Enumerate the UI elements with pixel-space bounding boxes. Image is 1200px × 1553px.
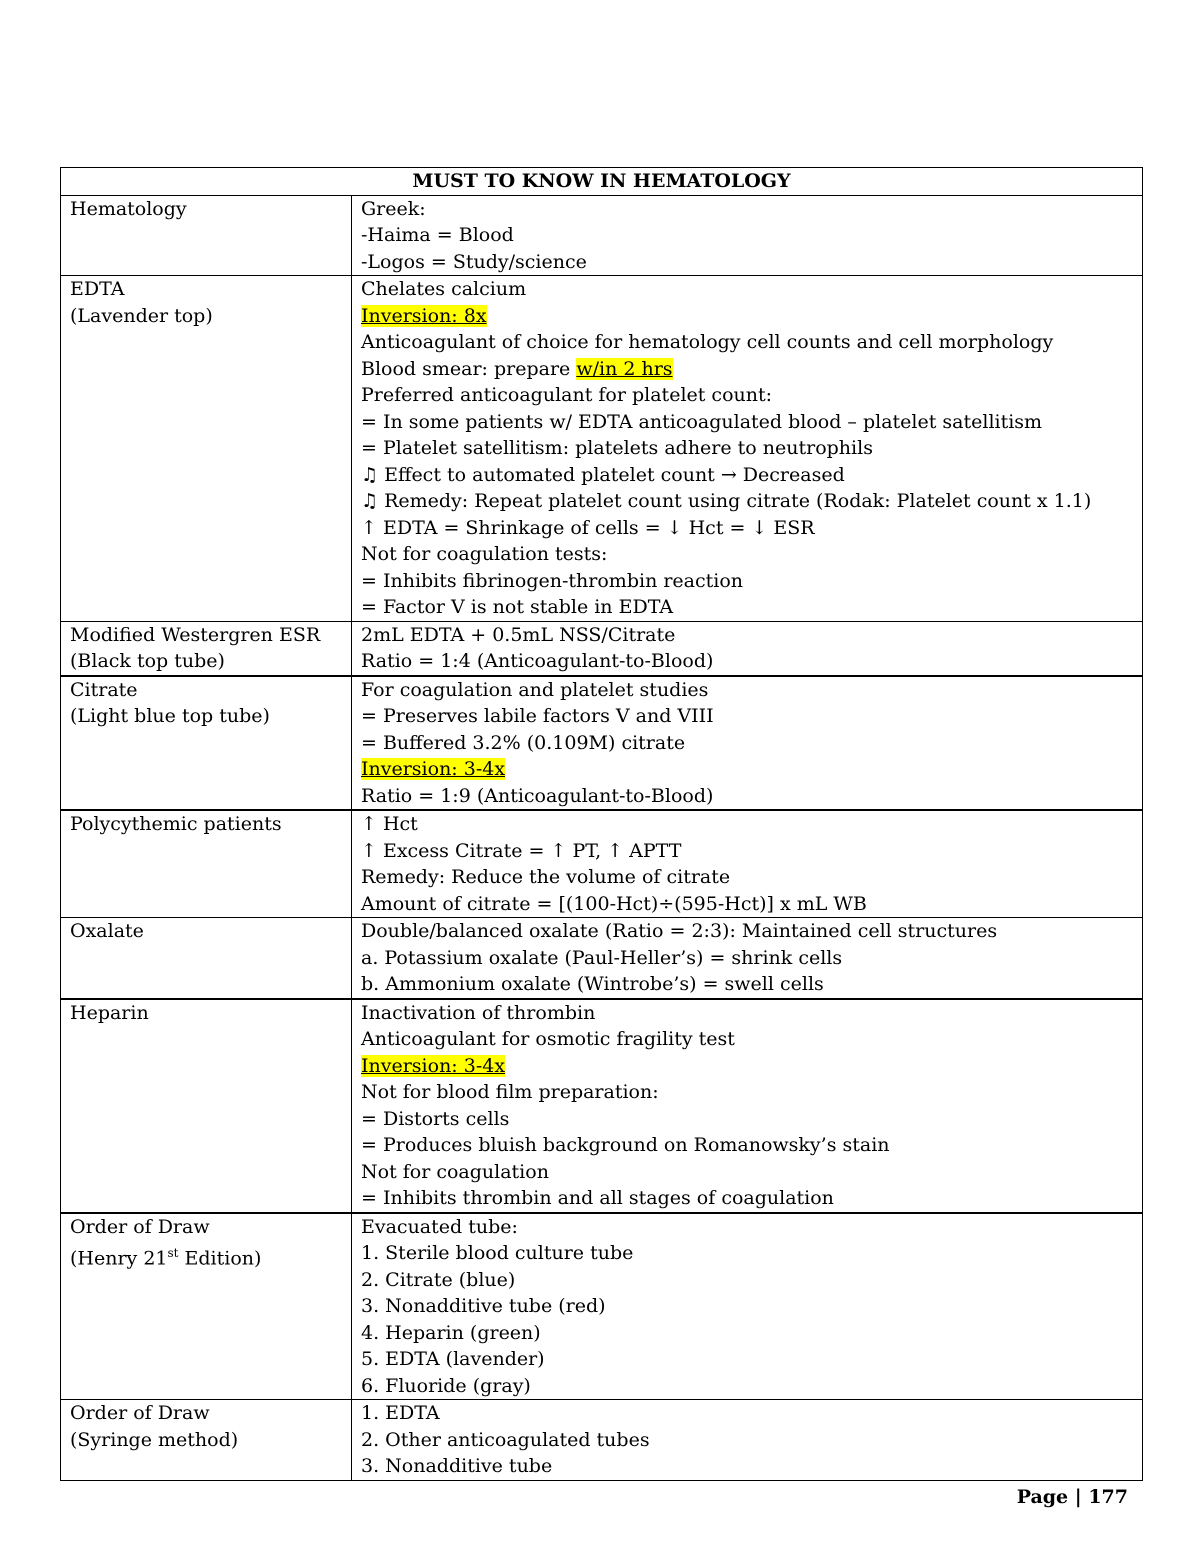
- detail-line: [361, 1214, 1133, 1241]
- detail-line: [361, 1373, 1133, 1400]
- page-value: 177: [1088, 1486, 1128, 1508]
- term-cell: [61, 621, 352, 676]
- detail-line: [361, 677, 1133, 704]
- detail-text: Ratio = 1:9 (Anticoagulant-to-Blood): [361, 784, 714, 807]
- detail-cell: [352, 1400, 1143, 1481]
- detail-line: [361, 1132, 1133, 1159]
- term-cell: [61, 195, 352, 276]
- detail-line: [361, 1106, 1133, 1133]
- detail-line: [361, 382, 1133, 409]
- detail-line: [361, 756, 1133, 783]
- term-line: Heparin: [70, 1001, 149, 1024]
- detail-line: [361, 811, 1133, 838]
- detail-line: [361, 541, 1133, 568]
- detail-text: -Haima = Blood: [361, 224, 514, 246]
- table-row: [61, 1213, 1143, 1400]
- detail-text: For coagulation and platelet studies: [361, 678, 709, 701]
- term-line: Order of Draw: [70, 1402, 210, 1424]
- detail-line: [361, 329, 1133, 356]
- term-cell: [61, 1400, 352, 1481]
- highlighted-text: Inversion: 8x: [361, 304, 487, 327]
- detail-text: = In some patients w/ EDTA anticoagulated blood – platelet satellitism: [361, 410, 1043, 433]
- detail-text: 2. Other anticoagulated tubes: [361, 1428, 650, 1451]
- detail-line: [361, 918, 1133, 945]
- detail-line: [361, 303, 1133, 330]
- detail-text: ♫ Remedy: Repeat platelet count using citrate (Rodak: Platelet count x 1.1): [361, 490, 1092, 512]
- detail-line: [361, 1000, 1133, 1027]
- page-label: Page: [1016, 1486, 1069, 1508]
- highlighted-text: Inversion: 3-4x: [361, 1054, 506, 1077]
- detail-text: Not for blood film preparation:: [361, 1081, 659, 1103]
- term-cell: [61, 1213, 352, 1400]
- detail-line: [361, 488, 1133, 515]
- title-row: [61, 168, 1143, 196]
- detail-line: [361, 971, 1133, 998]
- detail-text: ↑ EDTA = Shrinkage of cells = ↓ Hct = ↓ ESR: [361, 516, 815, 539]
- detail-line: [361, 648, 1133, 675]
- detail-cell: [352, 276, 1143, 622]
- detail-text: 2. Citrate (blue): [361, 1268, 516, 1291]
- detail-text: = Distorts cells: [361, 1107, 510, 1130]
- table-row: [61, 195, 1143, 276]
- detail-line: [361, 435, 1133, 462]
- detail-text: -Logos = Study/science: [361, 250, 587, 273]
- detail-text: Ratio = 1:4 (Anticoagulant-to-Blood): [361, 650, 714, 672]
- detail-line: [361, 594, 1133, 621]
- term-cell: [61, 810, 352, 918]
- detail-text: = Preserves labile factors V and VIII: [361, 705, 714, 727]
- detail-line: [361, 891, 1133, 918]
- detail-text: 4. Heparin (green): [361, 1321, 541, 1344]
- term-line: Polycythemic patients: [70, 813, 282, 835]
- detail-line: [361, 1427, 1133, 1454]
- detail-cell: [352, 999, 1143, 1213]
- term-line: (Lavender top): [70, 304, 213, 327]
- detail-text: Greek:: [361, 197, 426, 220]
- detail-line: [361, 1053, 1133, 1080]
- highlighted-text: Inversion: 3-4x: [361, 758, 506, 780]
- term-line: Modified Westergren ESR: [70, 623, 321, 646]
- detail-text: 1. Sterile blood culture tube: [361, 1242, 634, 1264]
- detail-line: [361, 196, 1133, 223]
- detail-text: Inactivation of thrombin: [361, 1001, 596, 1024]
- detail-text: = Inhibits fibrinogen-thrombin reaction: [361, 569, 744, 592]
- term-line: (Syringe method): [70, 1428, 239, 1451]
- detail-text: = Platelet satellitism: platelets adhere to neutrophils: [361, 437, 873, 459]
- table-row: [61, 621, 1143, 676]
- detail-text: 5. EDTA (lavender): [361, 1348, 545, 1370]
- detail-text: Chelates calcium: [361, 278, 527, 300]
- term-line: (Henry 21st Edition): [70, 1246, 262, 1270]
- detail-line: [361, 1400, 1133, 1427]
- table-row: [61, 676, 1143, 811]
- term-line: (Light blue top tube): [70, 705, 270, 727]
- term-cell: [61, 676, 352, 811]
- detail-text: = Buffered 3.2% (0.109M) citrate: [361, 731, 686, 754]
- term-line: Oxalate: [70, 920, 144, 942]
- detail-line: [361, 945, 1133, 972]
- detail-line: [361, 568, 1133, 595]
- table-row: [61, 918, 1143, 999]
- detail-line: [361, 864, 1133, 891]
- table-row: [61, 1400, 1143, 1481]
- detail-text: Double/balanced oxalate (Ratio = 2:3): Maintained cell structures: [361, 920, 998, 942]
- detail-line: [361, 1293, 1133, 1320]
- detail-line: [361, 1079, 1133, 1106]
- detail-line: [361, 783, 1133, 810]
- detail-text: = Inhibits thrombin and all stages of coagulation: [361, 1187, 834, 1209]
- table-row: [61, 810, 1143, 918]
- detail-line: [361, 1346, 1133, 1373]
- detail-text: Blood smear: prepare: [361, 357, 577, 380]
- detail-line: [361, 409, 1133, 436]
- detail-cell: [352, 810, 1143, 918]
- detail-line: [361, 838, 1133, 865]
- detail-line: [361, 1159, 1133, 1186]
- detail-line: [361, 1185, 1133, 1212]
- term-line: Hematology: [70, 197, 187, 220]
- detail-text: 3. Nonadditive tube: [361, 1455, 553, 1477]
- table-row: [61, 999, 1143, 1213]
- highlighted-text: w/in 2 hrs: [576, 357, 673, 380]
- detail-text: ↑ Excess Citrate = ↑ PT, ↑ APTT: [361, 839, 682, 862]
- detail-line: [361, 1240, 1133, 1267]
- page-number: [1017, 1486, 1128, 1508]
- term-cell: [61, 276, 352, 622]
- detail-text: Amount of citrate = [(100-Hct)÷(595-Hct)] x mL WB: [361, 892, 867, 915]
- detail-text: ↑ Hct: [361, 813, 418, 835]
- page-separator: |: [1074, 1486, 1082, 1508]
- table-title: MUST TO KNOW IN HEMATOLOGY: [61, 168, 1143, 196]
- term-line: Citrate: [70, 678, 138, 701]
- term-line: (Black top tube): [70, 650, 225, 672]
- detail-text: Evacuated tube:: [361, 1215, 518, 1238]
- detail-text: Anticoagulant for osmotic fragility test: [361, 1028, 735, 1050]
- detail-text: Remedy: Reduce the volume of citrate: [361, 866, 731, 888]
- detail-line: [361, 1320, 1133, 1347]
- detail-text: 3. Nonadditive tube (red): [361, 1295, 606, 1317]
- detail-cell: [352, 621, 1143, 676]
- detail-text: ♫ Effect to automated platelet count → Decreased: [361, 463, 845, 486]
- detail-text: Not for coagulation: [361, 1160, 549, 1183]
- ordinal-suffix: st: [167, 1246, 179, 1260]
- detail-line: [361, 1453, 1133, 1480]
- detail-line: [361, 249, 1133, 276]
- detail-line: [361, 1026, 1133, 1053]
- detail-line: [361, 222, 1133, 249]
- term-cell: [61, 918, 352, 999]
- detail-line: [361, 276, 1133, 303]
- detail-text: = Produces bluish background on Romanowsky’s stain: [361, 1134, 890, 1156]
- detail-cell: [352, 676, 1143, 811]
- detail-line: [361, 622, 1133, 649]
- detail-line: [361, 515, 1133, 542]
- detail-text: = Factor V is not stable in EDTA: [361, 596, 674, 618]
- detail-text: Anticoagulant of choice for hematology cell counts and cell morphology: [361, 331, 1054, 353]
- table-row: [61, 276, 1143, 622]
- detail-text: Preferred anticoagulant for platelet count:: [361, 384, 773, 406]
- term-line: Order of Draw: [70, 1215, 210, 1238]
- detail-line: [361, 1267, 1133, 1294]
- term-line: EDTA: [70, 278, 125, 300]
- detail-text: Not for coagulation tests:: [361, 543, 608, 565]
- detail-text: 2mL EDTA + 0.5mL NSS/Citrate: [361, 623, 676, 646]
- detail-cell: [352, 1213, 1143, 1400]
- detail-cell: [352, 195, 1143, 276]
- detail-line: [361, 703, 1133, 730]
- detail-text: 6. Fluoride (gray): [361, 1374, 531, 1397]
- hematology-table: [60, 167, 1143, 1481]
- term-cell: [61, 999, 352, 1213]
- detail-text: b. Ammonium oxalate (Wintrobe’s) = swell cells: [361, 973, 824, 995]
- detail-line: [361, 356, 1133, 383]
- detail-line: [361, 462, 1133, 489]
- detail-text: 1. EDTA: [361, 1402, 440, 1424]
- detail-line: [361, 730, 1133, 757]
- detail-text: a. Potassium oxalate (Paul-Heller’s) = shrink cells: [361, 946, 843, 969]
- detail-cell: [352, 918, 1143, 999]
